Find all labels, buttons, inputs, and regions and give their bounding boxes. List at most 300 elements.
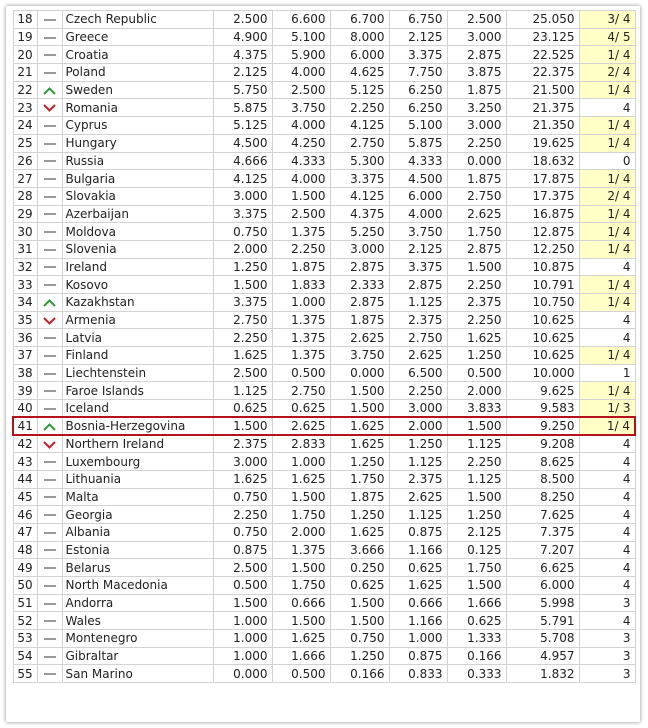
score-cell: 6.000: [330, 46, 389, 64]
score-cell: 2.250: [447, 453, 506, 471]
trend-cell: [37, 630, 62, 648]
trend-flat-icon: [44, 72, 56, 74]
score-cell: 2.250: [447, 276, 506, 294]
rank-cell: 42: [13, 435, 37, 453]
score-cell: 2.625: [272, 417, 330, 435]
score-cell: 5.900: [272, 46, 330, 64]
total-score: 10.750: [506, 294, 579, 312]
table-row[interactable]: [13, 541, 635, 559]
score-cell: 1.000: [213, 612, 272, 630]
score-cell: 4.375: [213, 46, 272, 64]
table-row[interactable]: [13, 612, 635, 630]
total-score: 18.632: [506, 152, 579, 170]
trend-flat-icon: [44, 532, 56, 534]
score-cell: 1.250: [330, 506, 389, 524]
trend-flat-icon: [44, 620, 56, 622]
total-score: 23.125: [506, 28, 579, 46]
score-cell: 1.000: [213, 630, 272, 648]
trend-cell: [37, 152, 62, 170]
score-cell: 0.333: [447, 665, 506, 683]
trend-flat-icon: [44, 284, 56, 286]
trend-flat-icon: [44, 143, 56, 145]
score-cell: 2.125: [447, 523, 506, 541]
score-cell: 2.500: [213, 559, 272, 577]
score-cell: 3.000: [213, 453, 272, 471]
table-row[interactable]: [13, 523, 635, 541]
score-cell: 5.100: [389, 117, 447, 135]
total-score: 8.250: [506, 488, 579, 506]
country-name: Georgia: [62, 506, 213, 524]
score-cell: 4.000: [272, 170, 330, 188]
score-cell: 2.625: [447, 205, 506, 223]
score-cell: 2.333: [330, 276, 389, 294]
score-cell: 4.900: [213, 28, 272, 46]
table-row[interactable]: [13, 470, 635, 488]
score-cell: 1.375: [272, 223, 330, 241]
score-cell: 0.666: [272, 594, 330, 612]
rank-cell: 55: [13, 665, 37, 683]
trend-cell: [37, 81, 62, 99]
trend-cell: [37, 258, 62, 276]
score-cell: 6.600: [272, 11, 330, 29]
position-cell: 1/ 4: [579, 223, 635, 241]
position-cell: 4: [579, 506, 635, 524]
rank-cell: 45: [13, 488, 37, 506]
score-cell: 1.625: [213, 347, 272, 365]
table-row[interactable]: [13, 400, 635, 418]
score-cell: 1.625: [330, 523, 389, 541]
trend-down-icon: [43, 104, 56, 112]
trend-up-icon: [43, 87, 56, 95]
score-cell: 1.375: [272, 329, 330, 347]
score-cell: 1.500: [272, 187, 330, 205]
position-cell: 1/ 4: [579, 170, 635, 188]
trend-cell: [37, 541, 62, 559]
score-cell: 2.250: [447, 311, 506, 329]
position-cell: 1/ 4: [579, 382, 635, 400]
trend-cell: [37, 577, 62, 595]
table-row[interactable]: [13, 223, 635, 241]
score-cell: 1.375: [272, 541, 330, 559]
score-cell: 1.500: [272, 559, 330, 577]
position-cell: 1/ 4: [579, 81, 635, 99]
table-row[interactable]: [13, 81, 635, 99]
trend-cell: [37, 240, 62, 258]
score-cell: 2.625: [330, 329, 389, 347]
score-cell: 0.833: [389, 665, 447, 683]
score-cell: 1.750: [330, 470, 389, 488]
score-cell: 0.625: [389, 559, 447, 577]
score-cell: 3.375: [330, 170, 389, 188]
trend-down-icon: [43, 317, 56, 325]
trend-cell: [37, 435, 62, 453]
score-cell: 1.000: [213, 647, 272, 665]
score-cell: 1.125: [213, 382, 272, 400]
score-cell: 2.500: [272, 81, 330, 99]
rank-cell: 34: [13, 294, 37, 312]
trend-cell: [37, 11, 62, 29]
total-score: 6.000: [506, 577, 579, 595]
score-cell: 1.625: [447, 329, 506, 347]
table-row[interactable]: [13, 559, 635, 577]
score-cell: 1.166: [389, 541, 447, 559]
trend-flat-icon: [44, 19, 56, 21]
table-row[interactable]: [13, 240, 635, 258]
table-row[interactable]: [13, 152, 635, 170]
total-score: 8.500: [506, 470, 579, 488]
rank-cell: 20: [13, 46, 37, 64]
total-score: 7.375: [506, 523, 579, 541]
score-cell: 0.750: [213, 488, 272, 506]
score-cell: 1.500: [272, 488, 330, 506]
table-row[interactable]: [13, 311, 635, 329]
country-name: Russia: [62, 152, 213, 170]
trend-cell: [37, 523, 62, 541]
score-cell: 4.375: [330, 205, 389, 223]
score-cell: 1.000: [389, 630, 447, 648]
score-cell: 2.000: [389, 417, 447, 435]
country-name: Ireland: [62, 258, 213, 276]
score-cell: 8.000: [330, 28, 389, 46]
total-score: 8.625: [506, 453, 579, 471]
position-cell: 1/ 4: [579, 347, 635, 365]
table-row[interactable]: [13, 117, 635, 135]
ranking-table-panel: [6, 6, 640, 722]
score-cell: 2.625: [389, 347, 447, 365]
rank-cell: 24: [13, 117, 37, 135]
trend-flat-icon: [44, 266, 56, 268]
score-cell: 2.125: [389, 28, 447, 46]
score-cell: 3.375: [213, 294, 272, 312]
trend-flat-icon: [44, 514, 56, 516]
rank-cell: 41: [13, 417, 37, 435]
rank-cell: 52: [13, 612, 37, 630]
position-cell: 4/ 5: [579, 28, 635, 46]
table-row[interactable]: [13, 134, 635, 152]
trend-cell: [37, 223, 62, 241]
score-cell: 5.875: [389, 134, 447, 152]
table-row[interactable]: [13, 11, 635, 29]
position-cell: 4: [579, 258, 635, 276]
score-cell: 3.750: [330, 347, 389, 365]
score-cell: 1.500: [447, 258, 506, 276]
score-cell: 0.125: [447, 541, 506, 559]
trend-flat-icon: [44, 461, 56, 463]
table-row[interactable]: [13, 187, 635, 205]
score-cell: 0.625: [213, 400, 272, 418]
score-cell: 1.166: [389, 612, 447, 630]
score-cell: 1.750: [272, 577, 330, 595]
score-cell: 1.000: [272, 294, 330, 312]
trend-flat-icon: [44, 54, 56, 56]
score-cell: 2.500: [213, 11, 272, 29]
country-name: Wales: [62, 612, 213, 630]
score-cell: 2.875: [330, 258, 389, 276]
rank-cell: 50: [13, 577, 37, 595]
score-cell: 5.300: [330, 152, 389, 170]
score-cell: 2.750: [389, 329, 447, 347]
score-cell: 2.750: [213, 311, 272, 329]
score-cell: 1.875: [272, 258, 330, 276]
score-cell: 3.750: [272, 99, 330, 117]
score-cell: 3.375: [389, 46, 447, 64]
table-row[interactable]: [13, 364, 635, 382]
total-score: 21.350: [506, 117, 579, 135]
country-ranking-table: [12, 10, 636, 683]
score-cell: 0.875: [389, 647, 447, 665]
position-cell: 1/ 4: [579, 417, 635, 435]
table-row[interactable]: [13, 647, 635, 665]
score-cell: 4.625: [330, 64, 389, 82]
score-cell: 2.125: [213, 64, 272, 82]
score-cell: 1.625: [330, 435, 389, 453]
total-score: 9.250: [506, 417, 579, 435]
score-cell: 0.500: [272, 364, 330, 382]
total-score: 17.375: [506, 187, 579, 205]
total-score: 10.000: [506, 364, 579, 382]
score-cell: 6.250: [389, 99, 447, 117]
score-cell: 6.700: [330, 11, 389, 29]
rank-cell: 26: [13, 152, 37, 170]
score-cell: 4.125: [330, 117, 389, 135]
rank-cell: 21: [13, 64, 37, 82]
country-name: Croatia: [62, 46, 213, 64]
country-name: San Marino: [62, 665, 213, 683]
trend-flat-icon: [44, 213, 56, 215]
score-cell: 1.375: [272, 311, 330, 329]
trend-flat-icon: [44, 390, 56, 392]
score-cell: 2.375: [389, 311, 447, 329]
score-cell: 0.750: [213, 223, 272, 241]
score-cell: 2.875: [447, 46, 506, 64]
country-name: Northern Ireland: [62, 435, 213, 453]
table-row[interactable]: [13, 205, 635, 223]
total-score: 5.998: [506, 594, 579, 612]
trend-cell: [37, 382, 62, 400]
country-name: Lithuania: [62, 470, 213, 488]
score-cell: 3.000: [447, 117, 506, 135]
table-row[interactable]: [13, 99, 635, 117]
table-row[interactable]: [13, 294, 635, 312]
country-name: Estonia: [62, 541, 213, 559]
position-cell: 2/ 4: [579, 64, 635, 82]
position-cell: 2/ 4: [579, 187, 635, 205]
table-row[interactable]: [13, 329, 635, 347]
rank-cell: 18: [13, 11, 37, 29]
score-cell: 4.125: [330, 187, 389, 205]
score-cell: 3.000: [330, 240, 389, 258]
score-cell: 0.000: [330, 364, 389, 382]
table-row[interactable]: [13, 453, 635, 471]
rank-cell: 49: [13, 559, 37, 577]
trend-cell: [37, 170, 62, 188]
country-name: Poland: [62, 64, 213, 82]
table-row[interactable]: [13, 630, 635, 648]
trend-cell: [37, 294, 62, 312]
position-cell: 1/ 4: [579, 240, 635, 258]
trend-cell: [37, 28, 62, 46]
table-row[interactable]: [13, 665, 635, 683]
score-cell: 1.125: [447, 470, 506, 488]
position-cell: 1: [579, 364, 635, 382]
score-cell: 1.250: [447, 506, 506, 524]
total-score: 5.791: [506, 612, 579, 630]
rank-cell: 25: [13, 134, 37, 152]
total-score: 19.625: [506, 134, 579, 152]
trend-flat-icon: [44, 355, 56, 357]
total-score: 21.375: [506, 99, 579, 117]
trend-cell: [37, 134, 62, 152]
trend-up-icon: [43, 299, 56, 307]
trend-cell: [37, 187, 62, 205]
country-name: Iceland: [62, 400, 213, 418]
rank-cell: 22: [13, 81, 37, 99]
position-cell: 3: [579, 665, 635, 683]
score-cell: 1.500: [330, 612, 389, 630]
table-row-selected[interactable]: [13, 417, 635, 435]
trend-cell: [37, 329, 62, 347]
score-cell: 2.500: [447, 11, 506, 29]
score-cell: 6.000: [389, 187, 447, 205]
score-cell: 4.500: [213, 134, 272, 152]
position-cell: 4: [579, 559, 635, 577]
trend-cell: [37, 506, 62, 524]
score-cell: 2.875: [330, 294, 389, 312]
rank-cell: 29: [13, 205, 37, 223]
score-cell: 3.000: [213, 187, 272, 205]
country-name: Czech Republic: [62, 11, 213, 29]
score-cell: 4.500: [389, 170, 447, 188]
table-row[interactable]: [13, 594, 635, 612]
total-score: 17.875: [506, 170, 579, 188]
table-row[interactable]: [13, 382, 635, 400]
trend-flat-icon: [44, 196, 56, 198]
score-cell: 0.000: [447, 152, 506, 170]
score-cell: 2.750: [447, 187, 506, 205]
score-cell: 2.375: [447, 294, 506, 312]
trend-flat-icon: [44, 231, 56, 233]
total-score: 12.875: [506, 223, 579, 241]
score-cell: 1.625: [272, 630, 330, 648]
score-cell: 0.166: [447, 647, 506, 665]
score-cell: 1.500: [330, 382, 389, 400]
rank-cell: 39: [13, 382, 37, 400]
total-score: 9.583: [506, 400, 579, 418]
score-cell: 6.250: [389, 81, 447, 99]
position-cell: 4: [579, 329, 635, 347]
score-cell: 2.250: [213, 329, 272, 347]
score-cell: 0.500: [447, 364, 506, 382]
trend-flat-icon: [44, 603, 56, 605]
rank-cell: 53: [13, 630, 37, 648]
score-cell: 3.833: [447, 400, 506, 418]
country-name: Albania: [62, 523, 213, 541]
total-score: 10.625: [506, 311, 579, 329]
score-cell: 2.500: [213, 364, 272, 382]
position-cell: 4: [579, 612, 635, 630]
score-cell: 4.000: [389, 205, 447, 223]
country-name: Sweden: [62, 81, 213, 99]
table-row[interactable]: [13, 435, 635, 453]
score-cell: 0.500: [272, 665, 330, 683]
trend-cell: [37, 205, 62, 223]
table-row[interactable]: [13, 577, 635, 595]
score-cell: 1.500: [213, 276, 272, 294]
trend-cell: [37, 99, 62, 117]
total-score: 10.791: [506, 276, 579, 294]
country-name: Romania: [62, 99, 213, 117]
country-name: Kosovo: [62, 276, 213, 294]
table-row[interactable]: [13, 258, 635, 276]
trend-cell: [37, 347, 62, 365]
rank-cell: 44: [13, 470, 37, 488]
table-row[interactable]: [13, 488, 635, 506]
score-cell: 0.750: [213, 523, 272, 541]
score-cell: 2.250: [447, 134, 506, 152]
position-cell: 3/ 4: [579, 11, 635, 29]
country-name: Belarus: [62, 559, 213, 577]
trend-flat-icon: [44, 638, 56, 640]
score-cell: 1.250: [330, 647, 389, 665]
score-cell: 1.500: [330, 594, 389, 612]
score-cell: 1.250: [330, 453, 389, 471]
table-row[interactable]: [13, 46, 635, 64]
score-cell: 0.625: [330, 577, 389, 595]
position-cell: 4: [579, 577, 635, 595]
rank-cell: 38: [13, 364, 37, 382]
table-row[interactable]: [13, 276, 635, 294]
country-name: Faroe Islands: [62, 382, 213, 400]
table-row[interactable]: [13, 64, 635, 82]
score-cell: 7.750: [389, 64, 447, 82]
score-cell: 1.500: [330, 400, 389, 418]
country-name: Latvia: [62, 329, 213, 347]
country-name: Bulgaria: [62, 170, 213, 188]
country-name: Cyprus: [62, 117, 213, 135]
score-cell: 2.875: [447, 240, 506, 258]
table-row[interactable]: [13, 28, 635, 46]
trend-down-icon: [43, 441, 56, 449]
table-row[interactable]: [13, 170, 635, 188]
total-score: 9.625: [506, 382, 579, 400]
score-cell: 1.125: [447, 435, 506, 453]
trend-flat-icon: [44, 408, 56, 410]
score-cell: 0.666: [389, 594, 447, 612]
rank-cell: 19: [13, 28, 37, 46]
total-score: 6.625: [506, 559, 579, 577]
score-cell: 2.250: [389, 382, 447, 400]
country-name: Andorra: [62, 594, 213, 612]
position-cell: 1/ 4: [579, 117, 635, 135]
score-cell: 4.333: [389, 152, 447, 170]
country-name: Finland: [62, 347, 213, 365]
trend-up-icon: [43, 423, 56, 431]
total-score: 7.625: [506, 506, 579, 524]
country-name: Azerbaijan: [62, 205, 213, 223]
score-cell: 2.250: [272, 240, 330, 258]
score-cell: 1.250: [213, 258, 272, 276]
score-cell: 1.250: [447, 347, 506, 365]
table-row[interactable]: [13, 347, 635, 365]
country-name: Bosnia-Herzegovina: [62, 417, 213, 435]
table-row[interactable]: [13, 506, 635, 524]
score-cell: 3.250: [447, 99, 506, 117]
score-cell: 3.666: [330, 541, 389, 559]
score-cell: 5.100: [272, 28, 330, 46]
rank-cell: 30: [13, 223, 37, 241]
position-cell: 1/ 4: [579, 46, 635, 64]
total-score: 10.875: [506, 258, 579, 276]
